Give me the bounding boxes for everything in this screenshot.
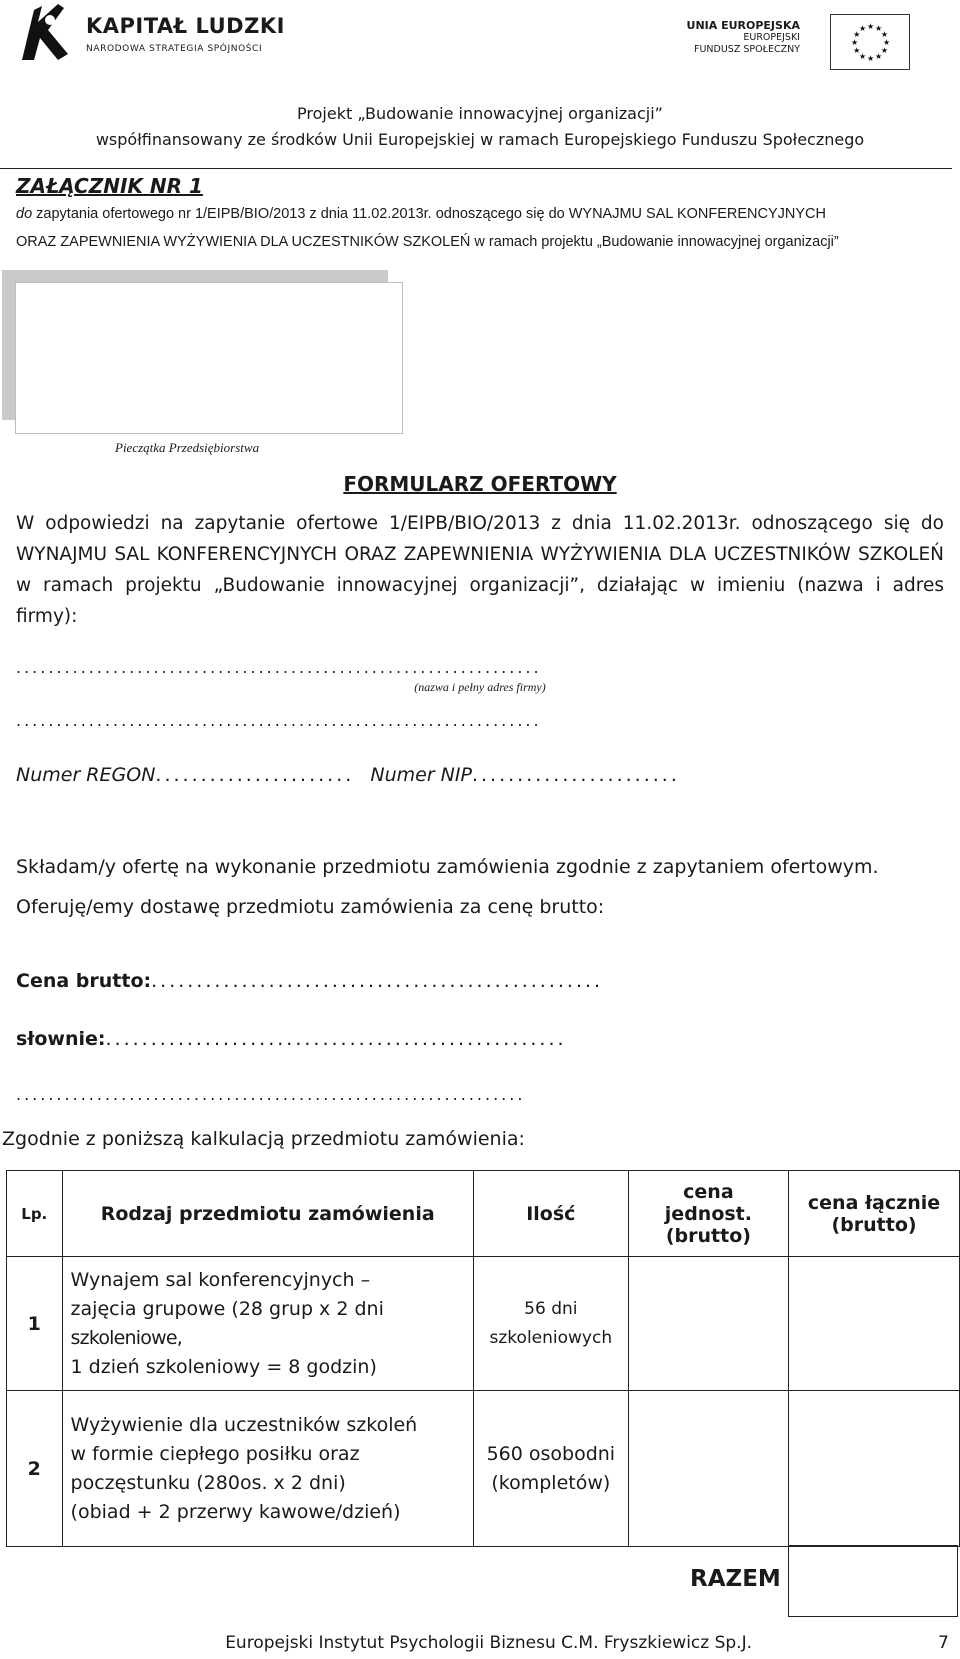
row-qty-line: 560 osobodni xyxy=(486,1442,616,1465)
eu-star-icon: ★ xyxy=(875,51,883,61)
project-funding: współfinansowany ze środków Unii Europejskiej w ramach Europejskiego Funduszu Społecznego xyxy=(95,130,865,149)
attachment-line-1-prefix: do xyxy=(16,206,33,222)
price-field[interactable]: .................................................. xyxy=(151,970,604,992)
sum-label: RAZEM xyxy=(690,1566,781,1592)
row-number: 1 xyxy=(7,1257,63,1391)
attachment-line-2: ORAZ ZAPEWNIENIA WYŻYWIENIA DLA UCZESTNIKÓW SZKOLEŃ w ramach projektu „Budowanie innowacyjnej organizacji” xyxy=(16,234,839,250)
row-description xyxy=(62,1257,473,1391)
eu-star-icon: ★ xyxy=(880,46,889,55)
calculation-table xyxy=(6,1170,960,1547)
attachment-title: ZAŁĄCZNIK NR 1 xyxy=(16,174,203,198)
header-total-line-1: cena łącznie xyxy=(807,1191,941,1214)
company-stamp-field[interactable] xyxy=(15,282,403,434)
header-qty: Ilość xyxy=(473,1171,628,1257)
row-desc-line: Wynajem sal konferencyjnych – xyxy=(70,1268,371,1291)
stamp-label: Pieczątka Przedsiębiorstwa xyxy=(115,440,260,455)
attachment-line-1-rest: zapytania ofertowego nr 1/EIPB/BIO/2013 z dnia 11.02.2013r. odnoszącego się do WYNAJMU SAL KONFERENCYJNYCH xyxy=(32,206,827,222)
nip-field[interactable]: ....................... xyxy=(471,764,680,786)
eu-flag-icon xyxy=(830,14,910,70)
row-desc-line: szkoleniowe, xyxy=(70,1326,182,1349)
eu-star-icon: ★ xyxy=(867,54,875,63)
header-total-line-2: (brutto) xyxy=(831,1213,917,1236)
kapital-ludzki-title: KAPITAŁ LUDZKI xyxy=(86,14,285,38)
form-title: FORMULARZ OFERTOWY xyxy=(343,472,617,496)
regon-label: Numer REGON xyxy=(16,764,156,786)
regon-field[interactable]: ...................... xyxy=(155,764,355,786)
price-label: Cena brutto: xyxy=(16,970,152,992)
header-unit-price-line-2: (brutto) xyxy=(665,1224,751,1247)
row-total-cell[interactable] xyxy=(789,1391,960,1547)
table-row xyxy=(7,1257,960,1391)
eu-star-icon: ★ xyxy=(853,46,861,55)
eu-star-icon: ★ xyxy=(851,38,859,47)
eu-star-icon: ★ xyxy=(883,38,891,47)
eu-logo-text xyxy=(687,20,800,56)
attachment-line-1 xyxy=(16,206,826,222)
table-row xyxy=(7,1391,960,1547)
footer-company: Europejski Instytut Psychologii Biznesu C.M. Fryszkiewicz Sp.J. xyxy=(225,1633,752,1653)
row-description xyxy=(62,1391,473,1547)
row-desc-line: w formie ciepłego posiłku oraz xyxy=(70,1442,360,1465)
words-field-2[interactable]: ............................................................... xyxy=(16,1085,526,1104)
row-number: 2 xyxy=(7,1391,63,1547)
sum-total-cell[interactable] xyxy=(788,1545,958,1617)
words-field[interactable]: ................................................... xyxy=(105,1028,567,1050)
page-number: 7 xyxy=(938,1633,949,1653)
row-desc-line: 1 dzień szkoleniowy = 8 godzin) xyxy=(70,1355,377,1378)
header-total xyxy=(789,1171,960,1257)
row-qty-line: szkoleniowych xyxy=(489,1327,613,1348)
intro-paragraph: W odpowiedzi na zapytanie ofertowe 1/EIPB/BIO/2013 z dnia 11.02.2013r. odnoszącego się do WYNAJMU SAL KONFERENCYJNYCH ORAZ ZAPEWNIENIA WYŻYWIENIA DLA UCZESTNIKÓW SZKOLEŃ w ramach projektu „Budowanie innowacyjnej organizacji”, działając w imieniu (nazwa i adres firmy): xyxy=(16,513,944,627)
header-lp: Lp. xyxy=(7,1171,63,1257)
eu-star-icon: ★ xyxy=(859,51,867,61)
row-desc-line: (obiad + 2 przerwy kawowe/dzień) xyxy=(70,1500,401,1523)
row-qty-line: 56 dni xyxy=(524,1298,578,1319)
eu-star-icon: ★ xyxy=(859,24,867,34)
company-name-field-2[interactable]: ................................................................. xyxy=(16,711,542,730)
eu-star-icon: ★ xyxy=(880,30,889,39)
words-line xyxy=(16,1028,567,1050)
row-unit-price-cell[interactable] xyxy=(628,1257,788,1391)
row-quantity xyxy=(473,1391,628,1547)
offer-statement: Składam/y ofertę na wykonanie przedmiotu zamówienia zgodnie z zapytaniem ofertowym. xyxy=(16,856,879,878)
row-total-cell[interactable] xyxy=(789,1257,960,1391)
row-desc-line: poczęstunku (280os. x 2 dni) xyxy=(70,1471,346,1494)
header-unit-price xyxy=(628,1171,788,1257)
regon-nip-line xyxy=(16,764,680,786)
header-unit-price-line-1: cena jednost. xyxy=(664,1180,752,1225)
calculation-label: Zgodnie z poniższą kalkulacją przedmiotu zamówienia: xyxy=(2,1128,525,1150)
row-desc-line: Wyżywienie dla uczestników szkoleń xyxy=(70,1413,418,1436)
offer-price-statement: Oferuję/emy dostawę przedmiotu zamówienia za cenę brutto: xyxy=(16,896,605,918)
header-item: Rodzaj przedmiotu zamówienia xyxy=(62,1171,473,1257)
eu-star-icon: ★ xyxy=(875,24,883,34)
header-divider xyxy=(0,168,952,169)
eu-star-icon: ★ xyxy=(853,30,861,39)
eu-line-1: UNIA EUROPEJSKA xyxy=(686,19,800,32)
eu-line-3: FUNDUSZ SPOŁECZNY xyxy=(694,44,800,55)
row-qty-line: (kompletów) xyxy=(491,1471,611,1494)
price-line xyxy=(16,970,603,992)
kapital-ludzki-emblem-icon xyxy=(14,2,84,64)
kapital-ludzki-subtitle: NARODOWA STRATEGIA SPÓJNOŚCI xyxy=(86,44,263,54)
company-name-field-1[interactable]: ................................................................. xyxy=(16,658,542,677)
table-header-row xyxy=(7,1171,960,1257)
row-desc-line: zajęcia grupowe (28 grup x 2 dni xyxy=(70,1297,384,1320)
company-field-note: (nazwa i pełny adres firmy) xyxy=(414,680,546,694)
row-unit-price-cell[interactable] xyxy=(628,1391,788,1547)
project-title: Projekt „Budowanie innowacyjnej organizacji” xyxy=(297,104,663,123)
row-quantity xyxy=(473,1257,628,1391)
words-label: słownie: xyxy=(16,1028,106,1050)
eu-star-icon: ★ xyxy=(867,22,875,31)
eu-line-2: EUROPEJSKI xyxy=(743,32,800,43)
nip-label: Numer NIP xyxy=(370,764,472,786)
